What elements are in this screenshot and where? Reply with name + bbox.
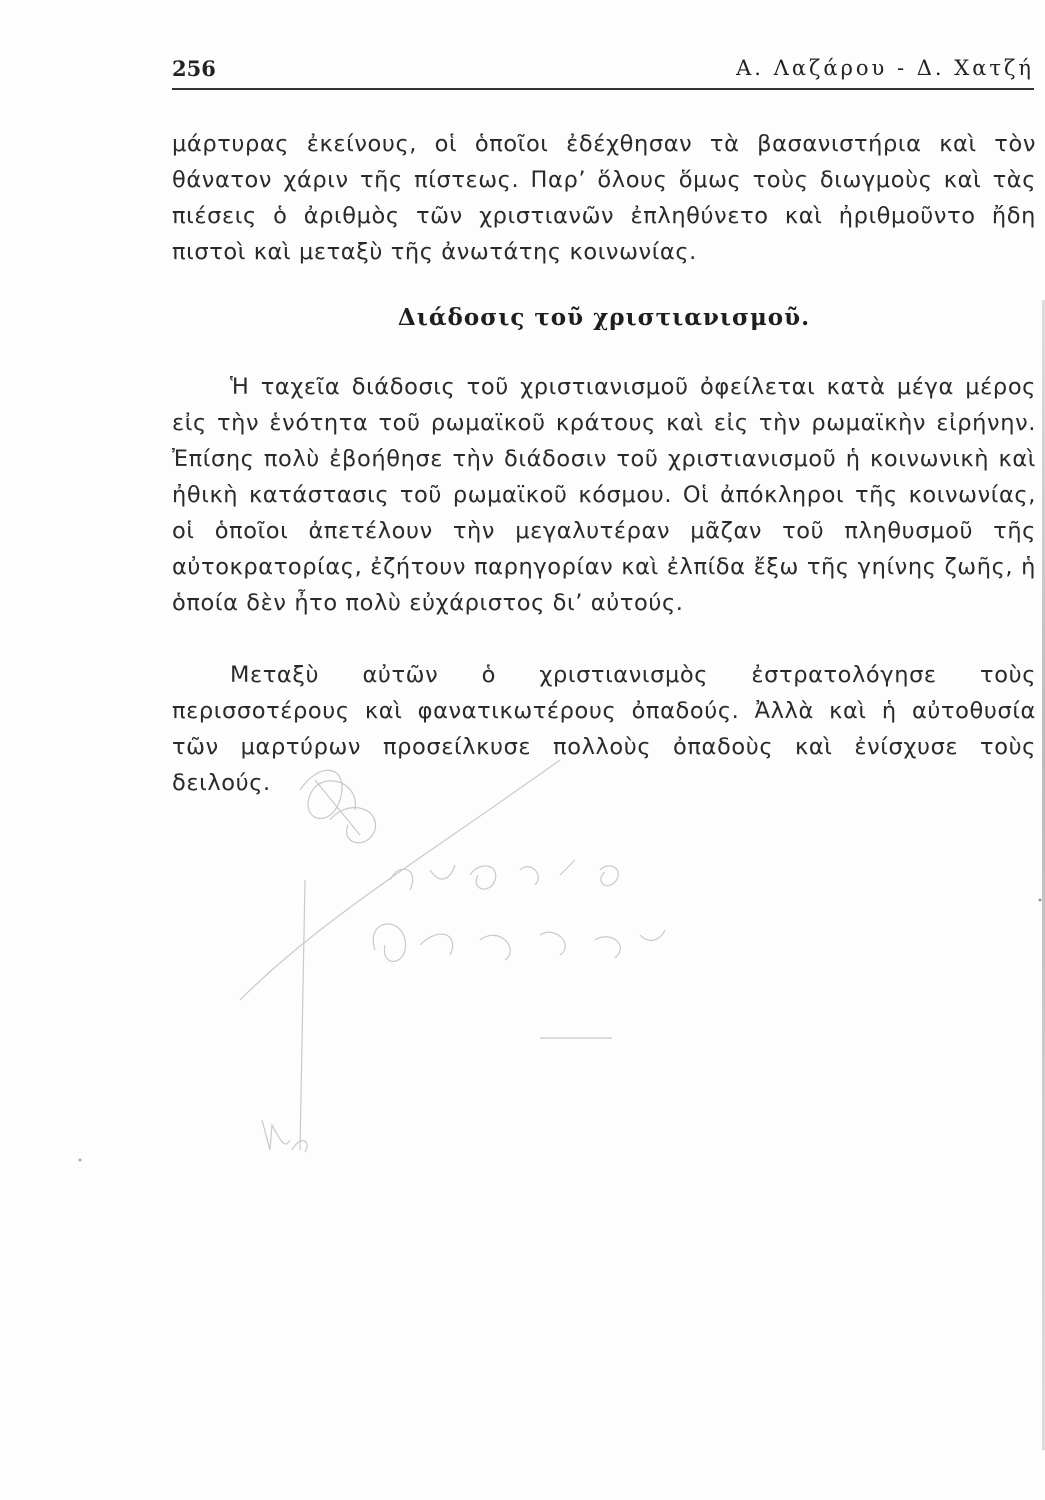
speck bbox=[79, 1159, 82, 1162]
pencil-diagonal-2 bbox=[300, 880, 305, 1150]
paragraph-2: Ἡ ταχεῖα διάδοσις τοῦ χριστιανισμοῦ ὀφείλεται κατὰ μέγα μέρος εἰς τὴν ἑνότητα τοῦ ρωμαϊκοῦ κράτους καὶ εἰς τὴν ρωμαϊκὴν εἰρήνην. Ἐπίσης πολὺ ἐβοήθησε τὴν διάδοσιν τοῦ χριστιανισμοῦ ἡ κοινωνικὴ καὶ ἠθικὴ κατάστασις τοῦ ρωμαϊκοῦ κόσμου. Οἱ ἀπόκληροι τῆς κοινωνίας, οἱ ὁποῖοι ἀπετέλουν τὴν μεγαλυτέραν μᾶζαν τοῦ πληθυσμοῦ τῆς αὐτοκρατορίας, ἐζήτουν παρηγορίαν καὶ ἐλπίδα ἔξω τῆς γηίνης ζωῆς, ἡ ὁποία δὲν ἦτο πολὺ εὐχάριστος δι’ αὐτούς. bbox=[172, 374, 1036, 616]
running-head: Α. Λαζάρου - Δ. Χατζή bbox=[736, 56, 1034, 80]
paragraph-1: μάρτυρας ἐκείνους, οἱ ὁποῖοι ἐδέχθησαν τὰ βασανιστήρια καὶ τὸν θάνατον χάριν τῆς πίστεως. Παρ’ ὅλους ὅμως τοὺς διωγμοὺς καὶ τὰς πιέσεις ὁ ἀριθμὸς τῶν χριστιανῶν ἐπληθύνετο καὶ ἠριθμοῦντο ἤδη πιστοὶ καὶ μεταξὺ τῆς ἀνωτάτης κοινωνίας. bbox=[172, 131, 1036, 265]
pencil-word-1 bbox=[390, 860, 618, 890]
section-heading: Διάδοσις τοῦ χριστιανισμοῦ. bbox=[397, 304, 811, 331]
pencil-loop-1 bbox=[300, 770, 355, 818]
speck bbox=[1039, 899, 1042, 902]
pencil-diagonal-1 bbox=[240, 760, 560, 1000]
paragraph-3: Μεταξὺ αὐτῶν ὁ χριστιανισμὸς ἐστρατολόγησε τοὺς περισσοτέρους καὶ φανατικωτέρους ὀπαδούς. Ἀλλὰ καὶ ἡ αὐτοθυσία τῶν μαρτύρων προσείλκυσε πολλοὺς ὀπαδοὺς καὶ ἐνίσχυσε τοὺς δειλούς. bbox=[172, 662, 1036, 796]
page-number: 256 bbox=[172, 56, 216, 81]
pencil-word-2 bbox=[373, 924, 665, 961]
